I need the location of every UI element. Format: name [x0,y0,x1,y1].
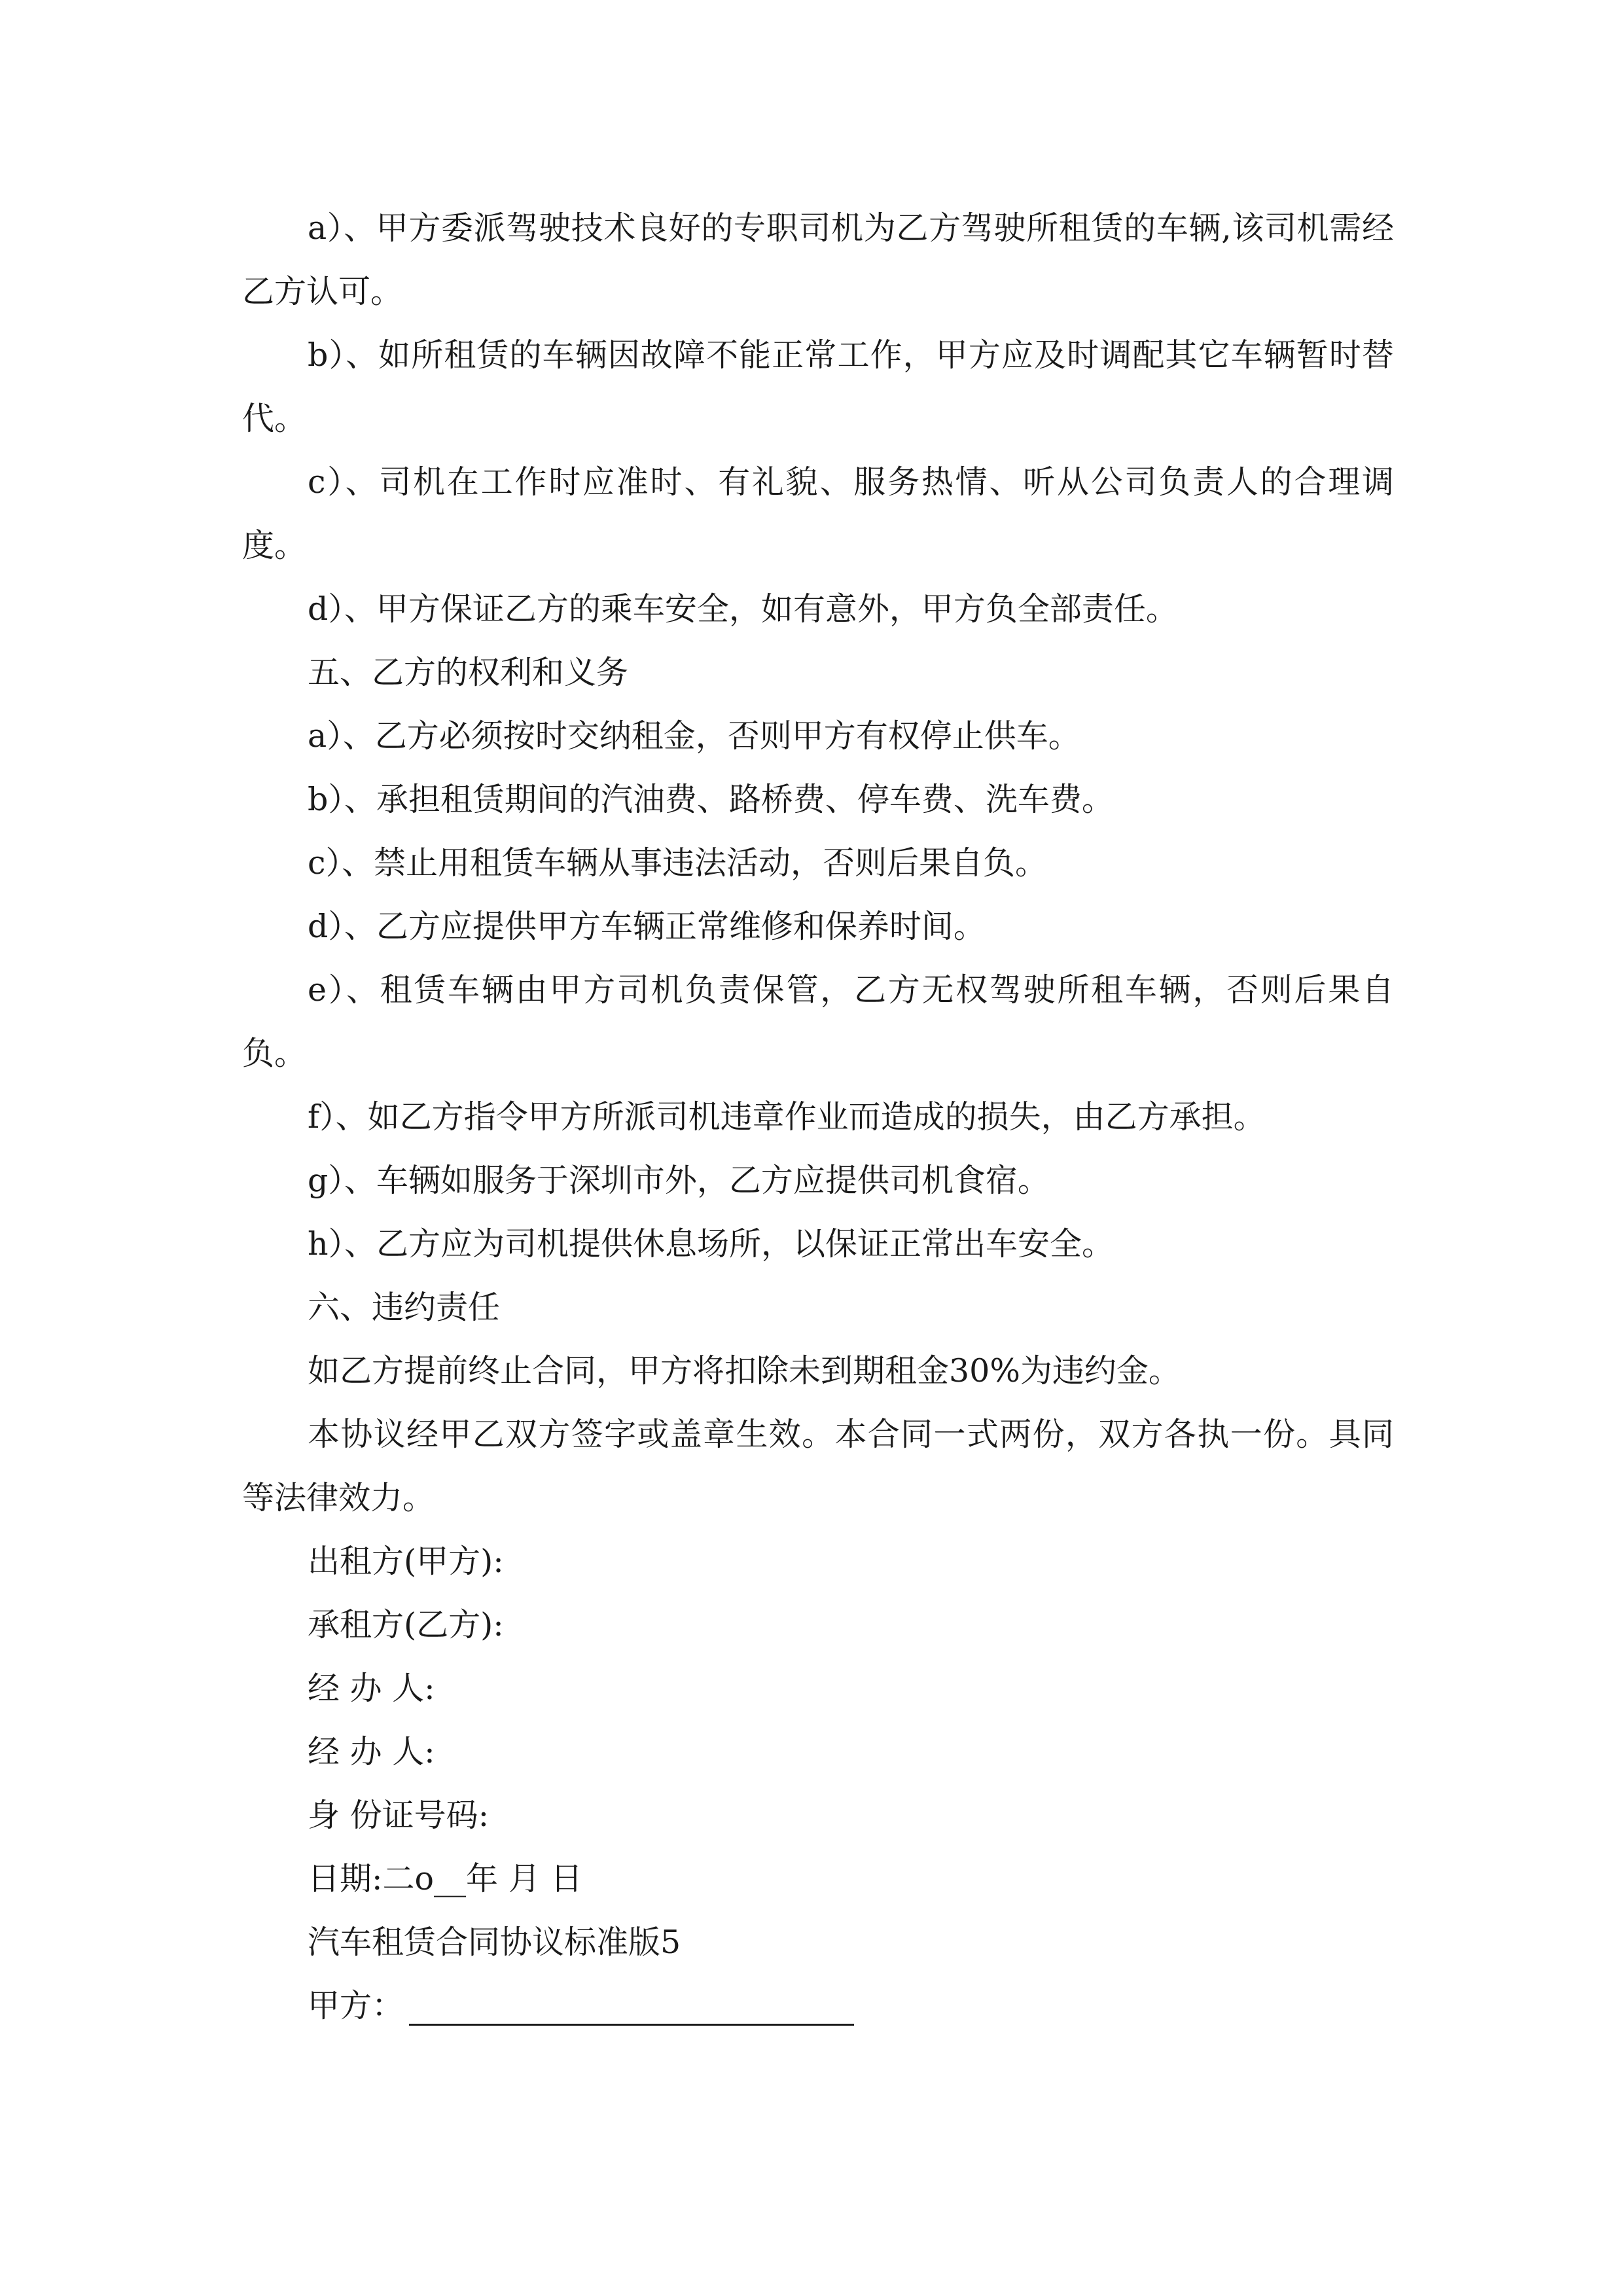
clause-h-rest: h）、乙方应为司机提供休息场所，以保证正常出车安全。 [308,1225,1115,1263]
section-heading-breach: 六、违约责任 [308,1289,501,1326]
clause-f-losses: f）、如乙方指令甲方所派司机违章作业而造成的损失，由乙方承担。 [308,1098,1266,1136]
agreement-effect: 本协议经甲乙双方签字或盖章生效。本合同一式两份，双方各执一份。具同等法律效力。 [242,1416,1394,1516]
contract-title-5: 汽车租赁合同协议标准版5 [308,1924,681,1961]
clause-d-safety: d）、甲方保证乙方的乘车安全，如有意外，甲方负全部责任。 [308,590,1178,628]
clause-c-conduct: c）、司机在工作时应准时、有礼貌、服务热情、听从公司负责人的合理调度。 [242,463,1394,564]
clause-a-driver: a）、甲方委派驾驶技术良好的专职司机为乙方驾驶所租赁的车辆,该司机需经乙方认可。 [242,209,1394,310]
clause-d-maintenance: d）、乙方应提供甲方车辆正常维修和保养时间。 [308,908,986,945]
section-heading-party-b-rights: 五、乙方的权利和义务 [308,654,629,691]
party-a-field [242,1974,1394,2037]
handler-label-2: 经 办 人: [308,1733,435,1770]
party-a-blank-line [409,1984,854,2026]
document-body [242,196,1394,2037]
clause-b-replacement: b）、如所租赁的车辆因故障不能正常工作，甲方应及时调配其它车辆暂时替代。 [242,336,1394,437]
id-number-label: 身 份证号码: [308,1797,490,1834]
clause-e-custody: e）、租赁车辆由甲方司机负责保管，乙方无权驾驶所租车辆，否则后果自负。 [242,971,1394,1072]
handler-label-1: 经 办 人: [308,1670,435,1707]
clause-g-lodging: g）、车辆如服务于深圳市外，乙方应提供司机食宿。 [308,1162,1050,1199]
lessee-signature-label: 承租方(乙方): [308,1606,504,1643]
party-a-label: 甲方： [308,1987,404,2024]
clause-a-rent-payment: a）、乙方必须按时交纳租金，否则甲方有权停止供车。 [308,717,1080,755]
breach-penalty: 如乙方提前终止合同，甲方将扣除未到期租金30%为违约金。 [308,1352,1181,1390]
lessor-signature-label: 出租方(甲方): [308,1543,504,1580]
clause-b-expenses: b）、承担租赁期间的汽油费、路桥费、停车费、洗车费。 [308,781,1114,818]
clause-c-illegal-use: c）、禁止用租赁车辆从事违法活动，否则后果自负。 [308,844,1047,882]
date-label: 日期:二o__年 月 日 [308,1860,583,1897]
